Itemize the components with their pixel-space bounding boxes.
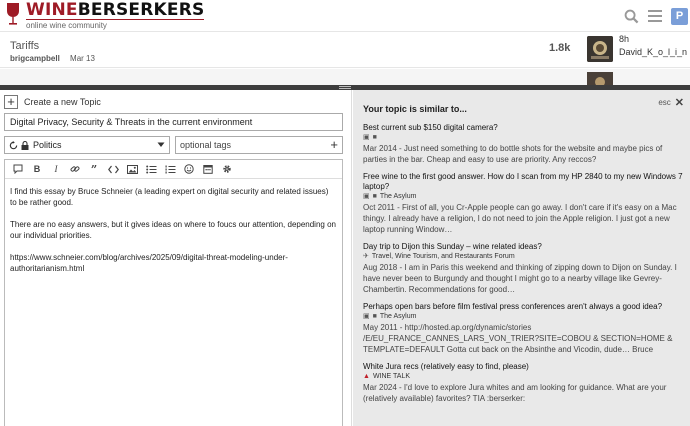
lock-icon: ■ [372,193,377,200]
topic-title-input[interactable] [4,113,343,131]
category-label: Politics [33,140,62,150]
image-icon[interactable] [123,161,141,177]
create-topic-label: Create a new Topic [24,97,101,107]
body-paragraph: There are no easy answers, but it gives ideas on where to foucs our attention, depending on our individual priorities. [10,220,336,240]
similar-topic-excerpt: Oct 2011 - First of all, you Cr-Apple people can go away. I don't care if it's easy on a Mac thingy. I already have a religion, I do not need to join the Apple religion. I just got a new laptop running Window… [363,203,677,234]
lock-icon: ■ [372,313,377,320]
similar-topic-category: ▣ ■ The Asylum [363,313,417,320]
link-icon[interactable] [66,161,84,177]
tags-placeholder: optional tags [180,140,232,150]
similar-topic-excerpt: Mar 2024 - I'd love to explore Jura whites and am looking for guidance. What are your (relatively available) favorites? TIA :berserker: [363,383,667,403]
speech-bubble-icon[interactable] [9,161,27,177]
travel-icon: ✈ [363,253,369,260]
topic-row[interactable] [0,33,690,68]
topic-age: 8h [619,34,630,44]
users-icon: ▣ [363,134,370,141]
category-select[interactable] [4,136,170,154]
similar-heading: Your topic is similar to... [363,104,467,114]
logo-wordmark: WINEBERSERKERS [26,0,205,20]
topic-author[interactable]: brigcampbell [10,54,60,63]
create-topic-header [4,94,101,110]
lock-icon: ■ [372,134,377,141]
esc-label: esc [658,98,671,107]
topic-thumbnail[interactable] [587,36,613,62]
topic-meta [10,54,95,63]
similar-topic-list [363,123,683,411]
topic-views: 1.8k [549,42,571,54]
similar-topic-title[interactable]: Perhaps open bars before film festival press conferences aren't always a good idea? [363,302,663,311]
site-header [0,0,690,32]
editor [4,159,343,426]
users-icon: ▣ [363,313,370,320]
similar-topic-category: ▣ ■ The Asylum [363,193,417,200]
gear-icon[interactable] [218,161,236,177]
body-link: https://www.schneier.com/blog/archives/2025/09/digital-threat-modeling-under-authoritarianism.html [10,253,288,273]
quote-icon[interactable]: ” [90,162,98,176]
emoji-icon[interactable] [180,161,198,177]
numbered-list-icon[interactable] [161,161,179,177]
lock-icon [21,141,29,150]
editor-textarea[interactable] [5,179,342,292]
similar-topic-title[interactable]: White Jura recs (relatively easy to find, please) [363,362,529,371]
similar-topics-panel [353,90,690,426]
similar-topic-excerpt: Mar 2014 - Just need something to do bottle shots for the website and maybe pics of parties in the bar. Cheap and easy to use are priority. Any reccos? [363,144,663,164]
similar-topic-excerpt: May 2011 - http://hosted.ap.org/dynamic/stories /E/EU_FRANCE_CANNES_LARS_VON_TRIER?SITE=COBOU & SECTION=HOME & TEMPLATE=DEFAULT Gotta cut back on the Absinthe and Vicodin, dude… Bruce [363,323,673,354]
wine-glass-icon: ▲ [363,373,370,380]
bold-icon[interactable]: B [33,164,41,174]
similar-topic-title[interactable]: Best current sub $150 digital camera? [363,123,498,132]
similar-topic-item[interactable] [363,172,683,235]
similar-topic-item[interactable] [363,123,683,165]
similar-topic-title[interactable]: Free wine to the first good answer. How do I scan from my HP 2840 to my new Windows 7 laptop? [363,172,683,191]
code-icon[interactable] [104,161,122,177]
editor-toolbar [5,160,342,179]
chevron-down-icon [157,142,165,148]
search-icon[interactable] [619,4,643,28]
menu-icon[interactable] [643,4,667,28]
similar-topic-item[interactable] [363,362,683,404]
similar-topic-title[interactable]: Day trip to Dijon this Sunday – wine related ideas? [363,242,542,251]
similar-topic-item[interactable] [363,242,683,295]
calendar-icon[interactable] [199,161,217,177]
close-similar-button[interactable] [658,96,684,109]
last-poster[interactable]: David_K_o_l_i_n [619,47,688,57]
users-icon: ▣ [363,193,370,200]
topic-thumbnail [587,72,613,86]
similar-topic-item[interactable] [363,302,683,355]
italic-icon[interactable]: I [54,164,58,174]
site-logo[interactable] [4,2,204,28]
body-paragraph: I find this essay by Bruce Schneier (a leading expert on digital security and related issues) to be rather good. [10,187,329,207]
wine-glass-icon [4,2,22,26]
similar-topic-category: ▲ WINE TALK [363,373,411,380]
similar-topic-excerpt: Aug 2018 - I am in Paris this weekend and thinking of zipping down to Dijon on Sunday. I have never been to Burgundy and thought I might go to a nearby village like Gevrey-Chambertin. Recommendations for good… [363,263,677,294]
bulleted-list-icon[interactable] [142,161,160,177]
similar-topic-category [363,133,683,143]
avatar[interactable]: P [671,8,688,25]
refresh-icon [9,141,18,150]
close-icon[interactable]: ✕ [674,97,684,109]
logo-subtitle: online wine community [26,19,204,30]
similar-topic-category: ✈ Travel, Wine Tourism, and Restaurants Forum [363,253,515,260]
tags-input[interactable] [175,136,343,154]
plus-icon[interactable]: + [4,95,18,109]
composer [0,90,352,426]
topic-date: Mar 13 [70,54,95,63]
topic-title[interactable]: Tariffs [10,40,40,52]
plus-icon[interactable]: + [330,137,338,152]
